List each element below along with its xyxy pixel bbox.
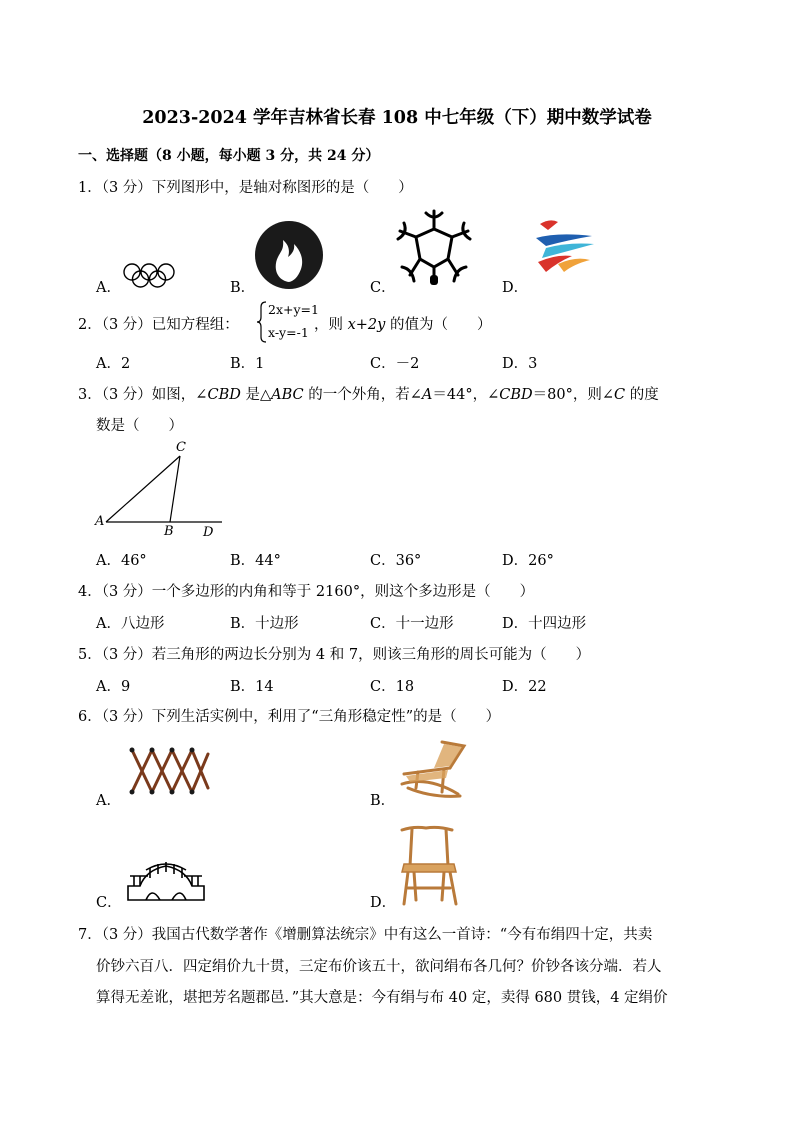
q3-option-a: A．46° [96,553,147,569]
q5-option-b: B．14 [230,679,274,695]
vertex-label-a: A [95,514,105,529]
q6-option-a-label: A． [96,793,121,809]
q5-option-a: A．9 [96,679,131,695]
q3-option-d: D．26° [502,553,554,569]
q2-option-d: D．3 [502,356,538,372]
question-3-stem-line2: 数是（ ） [96,418,183,434]
question-2-suffix: ，则 x+2y 的值为（ ） [314,317,492,333]
question-7-line1: 7．（3 分）我国古代数学著作《增删算法统宗》中有这么一首诗：“今有布绢四十定，共卖 [78,927,653,943]
q2-option-b: B．1 [230,356,265,372]
wooden-chair-image [398,822,462,906]
q2-option-a: A．2 [96,356,131,372]
left-brace-icon [256,301,268,343]
question-5-stem: 5．（3 分）若三角形的两边长分别为 4 和 7，则该三角形的周长可能为（ ） [78,647,591,663]
question-6-stem: 6．（3 分）下列生活实例中，利用了“三角形稳定性”的是（ ） [78,709,501,725]
equation-system [256,301,268,343]
q6-option-b-label: B． [370,793,396,809]
q2-option-c: C．－2 [370,356,420,372]
flame-emblem-image [254,220,324,290]
winter-games-emblem-image [528,216,598,276]
vertex-label-d: D [203,525,214,540]
q4-option-c: C．十一边形 [370,616,454,632]
q1-option-b-label: B． [230,280,256,296]
q5-option-d: D．22 [502,679,547,695]
question-4-stem: 4．（3 分）一个多边形的内角和等于 2160°，则这个多边形是（ ） [78,584,535,600]
question-3-stem-line1: 3．（3 分）如图，∠CBD 是△ABC 的一个外角，若∠A＝44°，∠CBD＝80°，则∠C 的度 [78,387,659,403]
bamboo-recliner-image [398,738,468,800]
equation-1: 2x+y=1 [268,302,319,317]
q4-option-a: A．八边形 [96,616,165,632]
q5-option-c: C．18 [370,679,415,695]
q1-option-d-label: D． [502,280,529,296]
snowflake-emblem-image [394,207,474,287]
q4-option-d: D．十四边形 [502,616,587,632]
question-7-line3: 算得无差讹，堪把芳名题郡邑．”其大意是：今有绢与布 40 定，卖得 680 贯钱，4 定绢价 [96,990,668,1006]
q1-option-c-label: C． [370,280,396,296]
arch-bridge-image [126,856,206,904]
q6-option-c-label: C． [96,895,122,911]
vertex-label-b: B [164,524,174,539]
page-title: 2023-2024 学年吉林省长春 108 中七年级（下）期中数学试卷 [142,108,652,128]
q1-option-a-label: A． [96,280,121,296]
olympic-rings-image [122,262,178,290]
q6-option-d-label: D． [370,895,397,911]
folding-rack-image [128,744,212,798]
section-heading: 一、选择题（8 小题，每小题 3 分，共 24 分） [78,148,380,164]
question-1-stem: 1．（3 分）下列图形中，是轴对称图形的是（ ） [78,180,413,196]
equation-2: x-y=-1 [268,325,309,340]
q3-option-c: C．36° [370,553,422,569]
question-2-prefix: 2．（3 分）已知方程组： [78,317,239,333]
vertex-label-c: C [176,440,186,455]
q3-option-b: B．44° [230,553,281,569]
question-7-line2: 价钞六百八．四定绢价九十贯，三定布价该五十，欲问绢布各几何？价钞各该分端．若人 [96,959,662,975]
q4-option-b: B．十边形 [230,616,299,632]
